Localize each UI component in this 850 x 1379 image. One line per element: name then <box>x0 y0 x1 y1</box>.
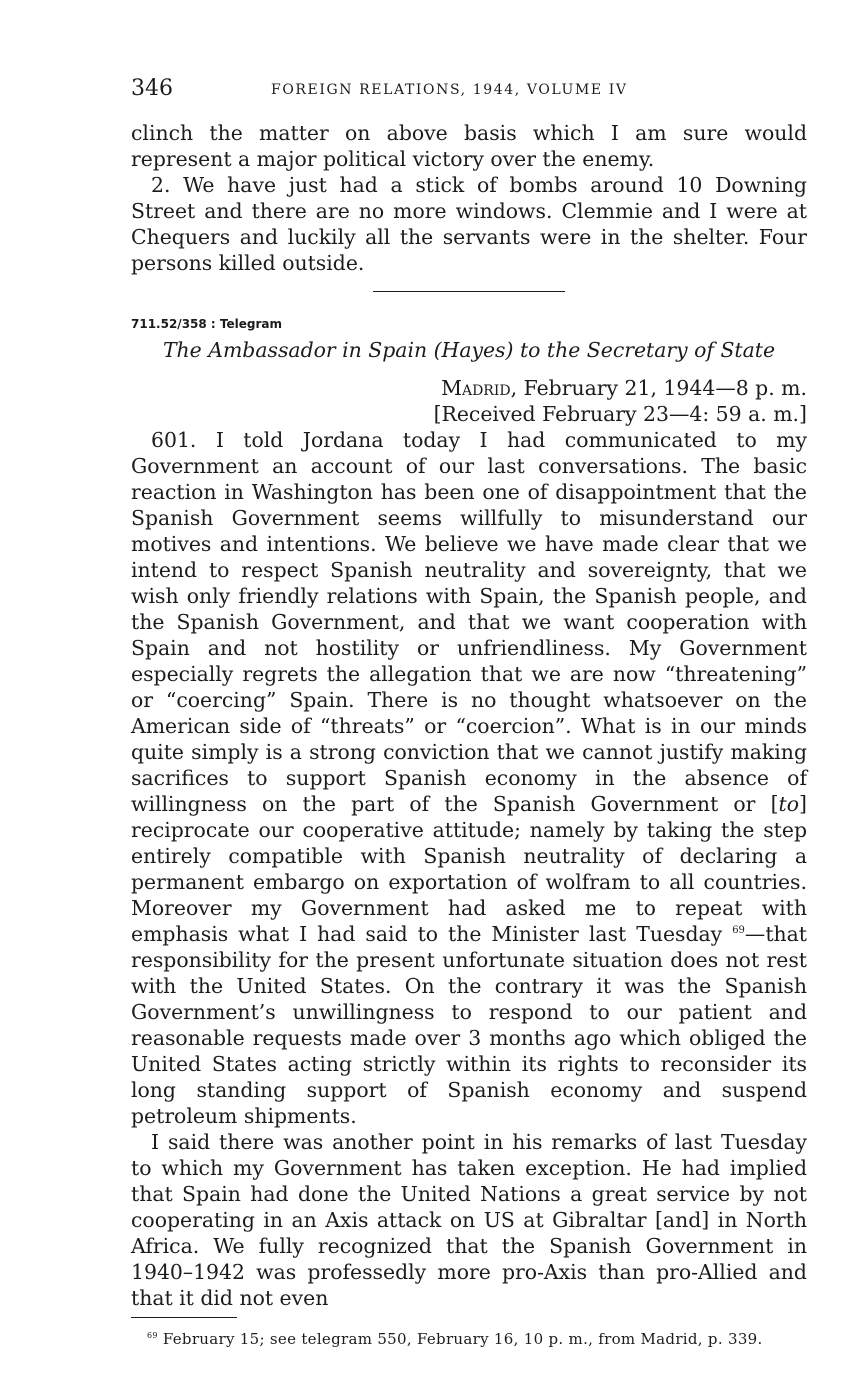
dateline-date: February 21, 1944—8 p. m. <box>517 376 807 400</box>
telegram-body <box>131 427 807 1311</box>
telegram-paragraph <box>131 427 807 1129</box>
footnote-marker: 69 <box>147 1331 158 1340</box>
paragraph-text: 601. I told Jordana today I had communicated to my Government an account of our last conversations. The basic reaction in Washington has been one of disappointment that the Spanish Government seems willfully to misunderstand our motives and intentions. We believe we have made clear that we intend to respect Spanish neutrality and sovereignty, that we wish only friendly relations with Spain, the Spanish people, and the Spanish Government, and that we want cooperation with Spain and not hostility or unfriendliness. My Government especially regrets the allegation that we are now “threatening” or “coercing” Spain. There is no thought whatsoever on the American side of “threats” or “coercion”. What is in our minds quite simply is a strong conviction that we cannot justify making sacrifices to support Spanish economy in the absence of willingness on the part of the Spanish Government or [ <box>131 428 807 816</box>
running-head: FOREIGN RELATIONS, 1944, VOLUME IV <box>271 82 628 98</box>
editorial-insertion: to <box>778 792 800 816</box>
paragraph-text: —that responsibility for the present unfortunate situation does not rest with the United States. On the contrary it was the Spanish Government’s unwillingness to respond to our patient and reasonable requests made over 3 months ago which obliged the United States acting strictly within its rights to reconsider its long standing support of Spanish economy and suspend petroleum shipments. <box>131 922 807 1128</box>
dateline-place: Madrid, <box>441 376 518 400</box>
document-page <box>131 76 807 1348</box>
continuation-paragraph: 2. We have just had a stick of bombs around 10 Downing Street and there are no more windows. Clemmie and I were at Chequers and luckily all the servants were in the shelter. Four persons killed outside. <box>131 173 807 275</box>
page-header <box>131 76 807 106</box>
document-title: The Ambassador in Spain (Hayes) to the Secretary of State <box>162 338 776 362</box>
footnote-text: February 15; see telegram 550, February 16, 10 p. m., from Madrid, p. 339. <box>157 1330 763 1348</box>
continuation-text <box>131 120 807 276</box>
dateline <box>131 375 807 401</box>
continuation-paragraph: clinch the matter on above basis which I am sure would represent a major political victory over the enemy. <box>131 121 807 171</box>
document-file-id: 711.52/358 : Telegram <box>131 317 282 331</box>
footnote-reference: 69 <box>732 925 745 936</box>
paragraph-text: ] reciprocate our cooperative attitude; namely by taking the step entirely compatible with Spanish neutrality of declaring a permanent embargo on exportation of wolfram to all countries. Moreover my Government had asked me to repeat with emphasis what I had said to the Minister last Tuesday <box>131 792 807 946</box>
page-number: 346 <box>131 76 173 101</box>
telegram-paragraph: I said there was another point in his remarks of last Tuesday to which my Government has taken exception. He had implied that Spain had done the United Nations a great service by not cooperating in an Axis attack on US at Gibraltar [and] in North Africa. We fully recognized that the Spanish Government in 1940–1942 was professedly more pro-Axis than pro-Allied and that it did not even <box>131 1130 807 1310</box>
section-divider <box>373 291 565 292</box>
received-line: [Received February 23—4: 59 a. m.] <box>433 402 807 426</box>
footnote <box>131 1330 807 1348</box>
footnote-divider <box>131 1317 237 1318</box>
